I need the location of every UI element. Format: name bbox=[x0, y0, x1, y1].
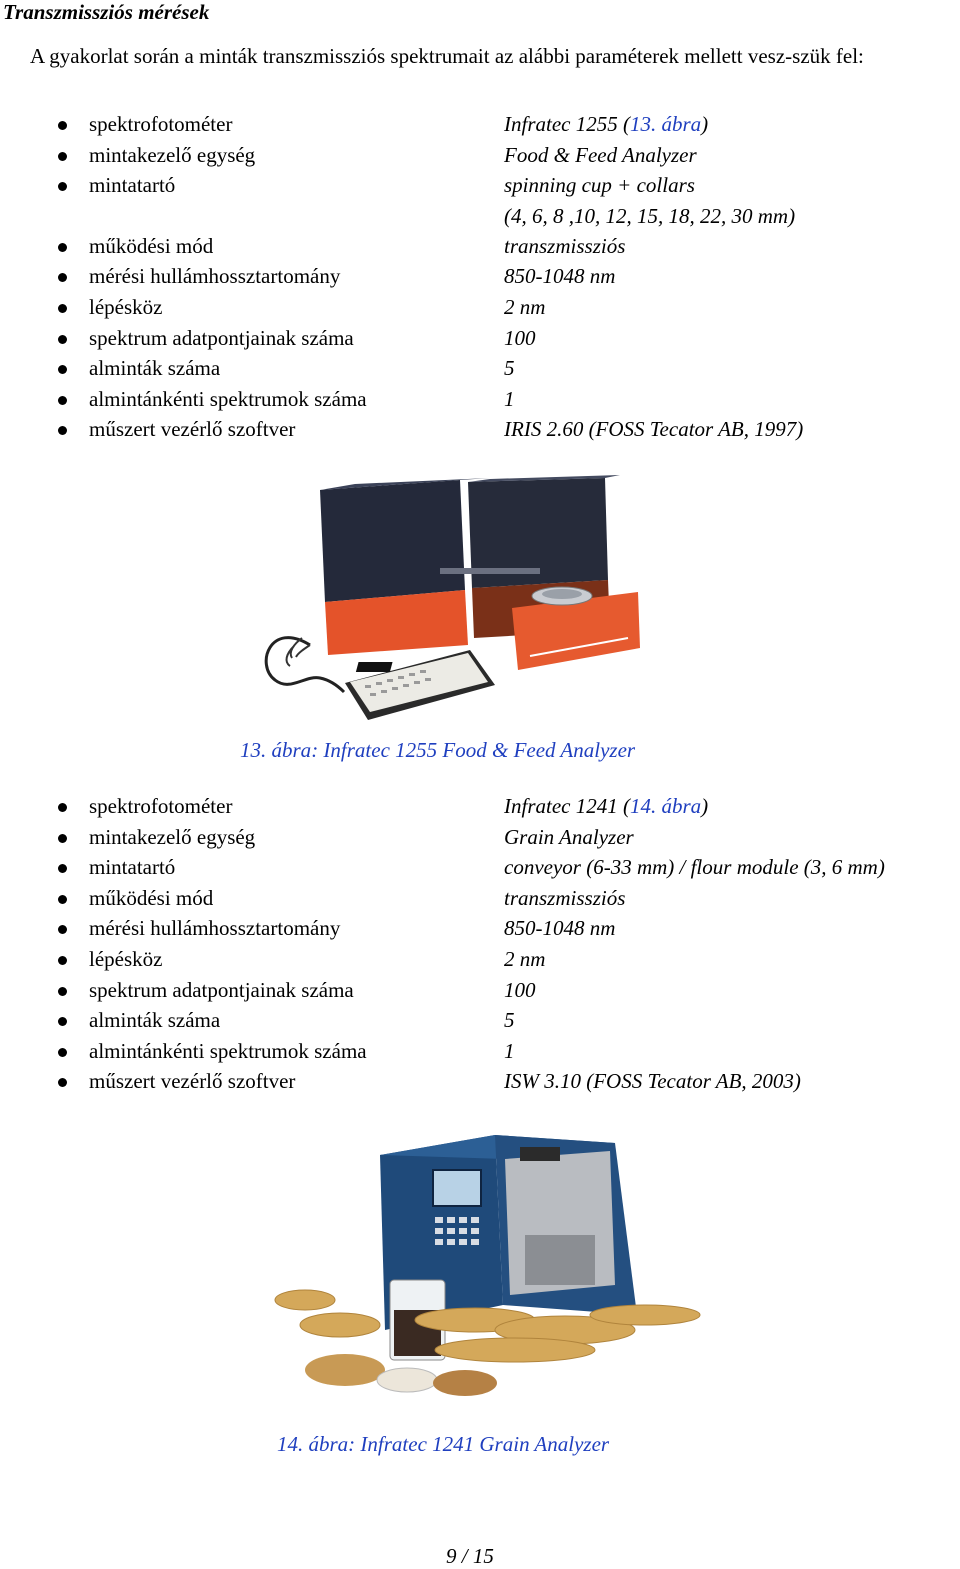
list-item bbox=[0, 1039, 960, 1070]
grain-pile bbox=[433, 1370, 497, 1396]
list-item bbox=[0, 947, 960, 978]
bullet-icon bbox=[58, 152, 67, 161]
param-label: mintatartó bbox=[89, 855, 176, 880]
list-item-continuation bbox=[0, 204, 960, 234]
param-value: 2 nm bbox=[504, 946, 546, 971]
bullet-icon bbox=[58, 925, 67, 934]
param-value: transzmissziós bbox=[504, 233, 626, 258]
bullet-icon bbox=[58, 987, 67, 996]
bullet-icon bbox=[58, 1048, 67, 1057]
list-item bbox=[0, 855, 960, 886]
param-label: lépésköz bbox=[89, 946, 163, 971]
list-item bbox=[0, 794, 960, 825]
bullet-icon bbox=[58, 895, 67, 904]
param-value: 2 nm bbox=[504, 294, 546, 319]
param-value: 5 bbox=[504, 1008, 515, 1033]
param-value: ISW 3.10 (FOSS Tecator AB, 2003) bbox=[504, 1069, 801, 1094]
list-item bbox=[0, 825, 960, 856]
parameter-list-1 bbox=[0, 112, 960, 448]
list-item bbox=[0, 264, 960, 295]
infratec-1241-photo bbox=[265, 1125, 715, 1405]
bullet-icon bbox=[58, 304, 67, 313]
keypad-display bbox=[356, 662, 393, 672]
bullet-icon bbox=[58, 803, 67, 812]
param-label: alminták száma bbox=[89, 356, 221, 381]
figure-link-13[interactable]: 13. ábra bbox=[629, 112, 702, 136]
param-value: conveyor (6-33 mm) / flour module (3, 6 mm) bbox=[504, 855, 885, 880]
figure-link-14[interactable]: 14. ábra bbox=[629, 794, 702, 818]
bullet-icon bbox=[58, 834, 67, 843]
param-value: 100 bbox=[504, 977, 536, 1002]
bullet-icon bbox=[58, 121, 67, 130]
param-value: Grain Analyzer bbox=[504, 824, 634, 849]
param-value: Infratec 1241 (14. ábra) bbox=[504, 794, 709, 818]
param-label: spektrum adatpontjainak száma bbox=[89, 977, 354, 1002]
param-label: spektrum adatpontjainak száma bbox=[89, 325, 354, 350]
param-value: 1 bbox=[504, 386, 515, 411]
list-item bbox=[0, 143, 960, 174]
param-label: mérési hullámhossztartomány bbox=[89, 264, 341, 289]
section-title: Transzmissziós mérések bbox=[3, 0, 210, 24]
param-label: működési mód bbox=[89, 885, 214, 910]
list-item bbox=[0, 916, 960, 947]
param-label: mérési hullámhossztartomány bbox=[89, 916, 341, 941]
list-item bbox=[0, 112, 960, 143]
infratec-1255-photo bbox=[250, 470, 650, 725]
figure-13-caption: 13. ábra: Infratec 1255 Food & Feed Analyzer bbox=[240, 738, 636, 762]
param-label: spektrofotométer bbox=[89, 794, 233, 818]
list-item bbox=[0, 1069, 960, 1100]
page-number: 9 / 15 bbox=[446, 1544, 494, 1568]
param-label: mintatartó bbox=[89, 173, 176, 198]
bullet-icon bbox=[58, 396, 67, 405]
param-value: Infratec 1255 (13. ábra) bbox=[504, 112, 709, 136]
bullet-icon bbox=[58, 182, 67, 191]
param-label: lépésköz bbox=[89, 294, 163, 319]
figure-13-link[interactable]: 13. ábra bbox=[240, 738, 312, 762]
param-value: 850-1048 nm bbox=[504, 264, 616, 289]
bullet-icon bbox=[58, 1017, 67, 1026]
param-value: Food & Feed Analyzer bbox=[504, 142, 697, 167]
param-value: spinning cup + collars bbox=[504, 173, 695, 198]
list-item bbox=[0, 978, 960, 1009]
inlet bbox=[520, 1147, 560, 1161]
param-value: transzmissziós bbox=[504, 885, 626, 910]
list-item bbox=[0, 387, 960, 418]
param-label: alminták száma bbox=[89, 1008, 221, 1033]
parameter-list-2 bbox=[0, 794, 960, 1100]
figure-14-caption: 14. ábra: Infratec 1241 Grain Analyzer bbox=[277, 1432, 610, 1456]
list-item bbox=[0, 1008, 960, 1039]
bullet-icon bbox=[58, 335, 67, 344]
param-value: IRIS 2.60 (FOSS Tecator AB, 1997) bbox=[504, 417, 804, 442]
list-item bbox=[0, 356, 960, 387]
main-unit-top bbox=[320, 480, 465, 602]
param-label: mintakezelő egység bbox=[89, 824, 256, 849]
bullet-icon bbox=[58, 365, 67, 374]
list-item bbox=[0, 417, 960, 448]
flour-dish bbox=[377, 1368, 437, 1392]
list-item bbox=[0, 886, 960, 917]
param-value-continued: (4, 6, 8 ,10, 12, 15, 18, 22, 30 mm) bbox=[504, 203, 796, 228]
bullet-icon bbox=[58, 1078, 67, 1087]
list-item bbox=[0, 295, 960, 326]
param-value: 5 bbox=[504, 356, 515, 381]
list-item bbox=[0, 173, 960, 204]
bullet-icon bbox=[58, 864, 67, 873]
param-value: 100 bbox=[504, 325, 536, 350]
bullet-icon bbox=[58, 273, 67, 282]
param-value: 850-1048 nm bbox=[504, 916, 616, 941]
param-label: műszert vezérlő szoftver bbox=[89, 1069, 296, 1094]
label-strip bbox=[440, 568, 540, 574]
param-value: 1 bbox=[504, 1038, 515, 1063]
param-label: almintánkénti spektrumok száma bbox=[89, 386, 367, 411]
param-label: almintánkénti spektrumok száma bbox=[89, 1038, 367, 1063]
grain-pile bbox=[305, 1354, 385, 1386]
display-screen bbox=[433, 1170, 481, 1206]
param-label: műszert vezérlő szoftver bbox=[89, 417, 296, 442]
bullet-icon bbox=[58, 243, 67, 252]
bullet-icon bbox=[58, 426, 67, 435]
bullet-icon bbox=[58, 956, 67, 965]
list-item bbox=[0, 234, 960, 265]
intro-paragraph: A gyakorlat során a minták transzmissziós spektrumait az alábbi paraméterek mellett vesz-szük fel: bbox=[30, 44, 864, 68]
param-label: mintakezelő egység bbox=[89, 142, 256, 167]
list-item bbox=[0, 326, 960, 357]
param-label: spektrofotométer bbox=[89, 112, 233, 136]
param-label: működési mód bbox=[89, 233, 214, 258]
